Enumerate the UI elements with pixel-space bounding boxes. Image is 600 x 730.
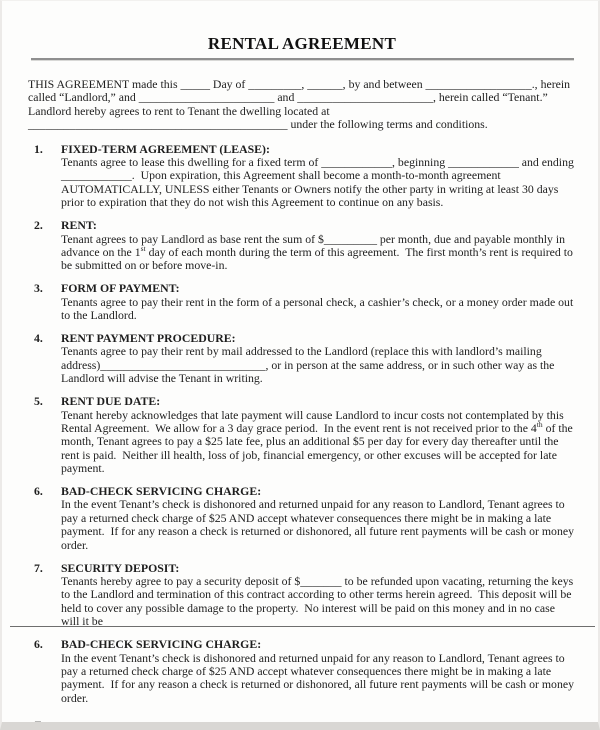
section-content <box>61 282 576 322</box>
section-bad-check-charge-repeat <box>28 638 576 705</box>
section-body <box>61 652 576 706</box>
section-heading: SECURITY DEPOSIT: <box>61 560 180 575</box>
section-heading: BAD-CHECK SERVICING CHARGE: <box>61 484 262 499</box>
ordinal-suffix: th <box>536 420 543 430</box>
section-heading: FIXED-TERM AGREEMENT (LEASE): <box>61 141 270 156</box>
section-content <box>61 219 576 273</box>
intro-paragraph: THIS AGREEMENT made this _____ Day of _________, ______, by and between __________________., herein called “Landlord,” and _______________________ and _______________________, herein called “Tenant.” Landlord hereby agrees to rent to Tenant the dwelling located at ____________________________________________ under the following terms and conditions. <box>28 77 573 132</box>
section-number: 2. <box>34 218 43 233</box>
section-content <box>61 562 576 629</box>
section-body-text: In the event Tenant’s check is dishonored and returned unpaid for any reason to Landlord, Tenant agrees to pay a returned check charge of $25 AND accept whatever consequences there might be in making a late payment. If for any reason a check is returned or dishonored, all future rent payments will be cash or money order. <box>61 497 577 552</box>
document-content <box>2 1 598 728</box>
section-number: 4. <box>34 331 43 345</box>
section-content <box>61 485 576 552</box>
section-body-text: Tenants agree to pay their rent by mail addressed to the Landlord (replace this with landlord’s mailing address)____________________________, or in person at the same address, or in such other way as the Landlord will advise the Tenant in writing. <box>61 344 558 386</box>
section-heading: RENT PAYMENT PROCEDURE: <box>61 331 236 345</box>
section-number: 3. <box>34 281 43 296</box>
section-rent-due-date <box>28 395 576 475</box>
section-content <box>61 143 576 210</box>
section-content <box>61 395 576 475</box>
section-heading: FORM OF PAYMENT: <box>61 281 180 296</box>
section-number: 7. <box>34 560 43 575</box>
section-body <box>61 345 576 385</box>
section-fixed-term <box>28 143 576 210</box>
section-body <box>61 409 576 476</box>
section-body-text: In the event Tenant’s check is dishonored and returned unpaid for any reason to Landlord, Tenant agrees to pay a returned check charge of $25 AND accept whatever consequences there might be in making a late payment. If for any reason a check is returned or dishonored, all future rent payments will be cash or money order. <box>61 650 577 705</box>
section-body <box>61 296 576 323</box>
section-number: 5. <box>34 394 43 409</box>
section-heading: RENT: <box>61 218 97 233</box>
section-rent-payment-procedure <box>28 332 576 386</box>
section-heading: BAD-CHECK SERVICING CHARGE: <box>61 637 262 652</box>
title-rule <box>31 58 574 61</box>
section-body-text: of the month, Tenant agrees to pay a $25 late fee, plus an additional $5 per day for every day thereafter until the rent is paid. Neither ill health, loss of job, financial emergency, or other excuses will be accepted for late payment. <box>61 420 576 476</box>
section-number: 6. <box>34 484 43 499</box>
section-body <box>61 575 576 629</box>
section-security-deposit <box>28 562 576 629</box>
section-rent <box>28 219 576 273</box>
section-bad-check-charge <box>28 485 576 552</box>
section-body-text: Tenants hereby agree to pay a security deposit of $_______ to be refunded upon vacating, returning the keys to the Landlord and termination of this contract according to other terms herein agreed. This deposit will be held to cover any possible damage to the property. No interest will be paid on this money and in no case will it be <box>61 574 577 629</box>
ordinal-suffix: st <box>140 244 146 254</box>
section-body-text: day of each month during the term of this agreement. The first month’s rent is required to be submitted on or before move-in. <box>61 244 576 273</box>
section-body <box>61 498 576 552</box>
section-body <box>61 156 576 210</box>
section-content <box>61 638 576 705</box>
section-body-text: Tenants agree to pay their rent in the form of a personal check, a cashier’s check, or a money order made out to the Landlord. <box>61 294 577 323</box>
section-form-of-payment <box>28 282 576 322</box>
section-number: 1. <box>34 141 43 156</box>
section-content <box>61 332 576 386</box>
section-heading: RENT DUE DATE: <box>61 394 161 409</box>
section-body <box>61 233 576 273</box>
page-title: RENTAL AGREEMENT <box>207 34 397 53</box>
section-body-text: Tenant agrees to pay Landlord as base rent the sum of $_________ per month, due and payable monthly in advance on the 1 <box>61 231 568 259</box>
section-body-text: Tenants agree to lease this dwelling for a fixed term of ____________, beginning ____________ and ending ____________. Upon expiration, this Agreement shall become a month-to-month agreement AUTOMATICALLY, UNLESS either Tenants or Owners notify the other party in writing at least 30 days prior to expiration that they do not wish this Agreement to continue on any basis. <box>61 155 577 210</box>
page-break-line <box>10 626 595 627</box>
footer-dash: – <box>35 713 41 728</box>
section-number: 6. <box>34 637 43 652</box>
section-body-text: Tenant hereby acknowledges that late payment will cause Landlord to incur costs not contemplated by this Rental Agreement. We allow for a 3 day grace period. In the event rent is not received prior to the 4 <box>61 407 567 435</box>
